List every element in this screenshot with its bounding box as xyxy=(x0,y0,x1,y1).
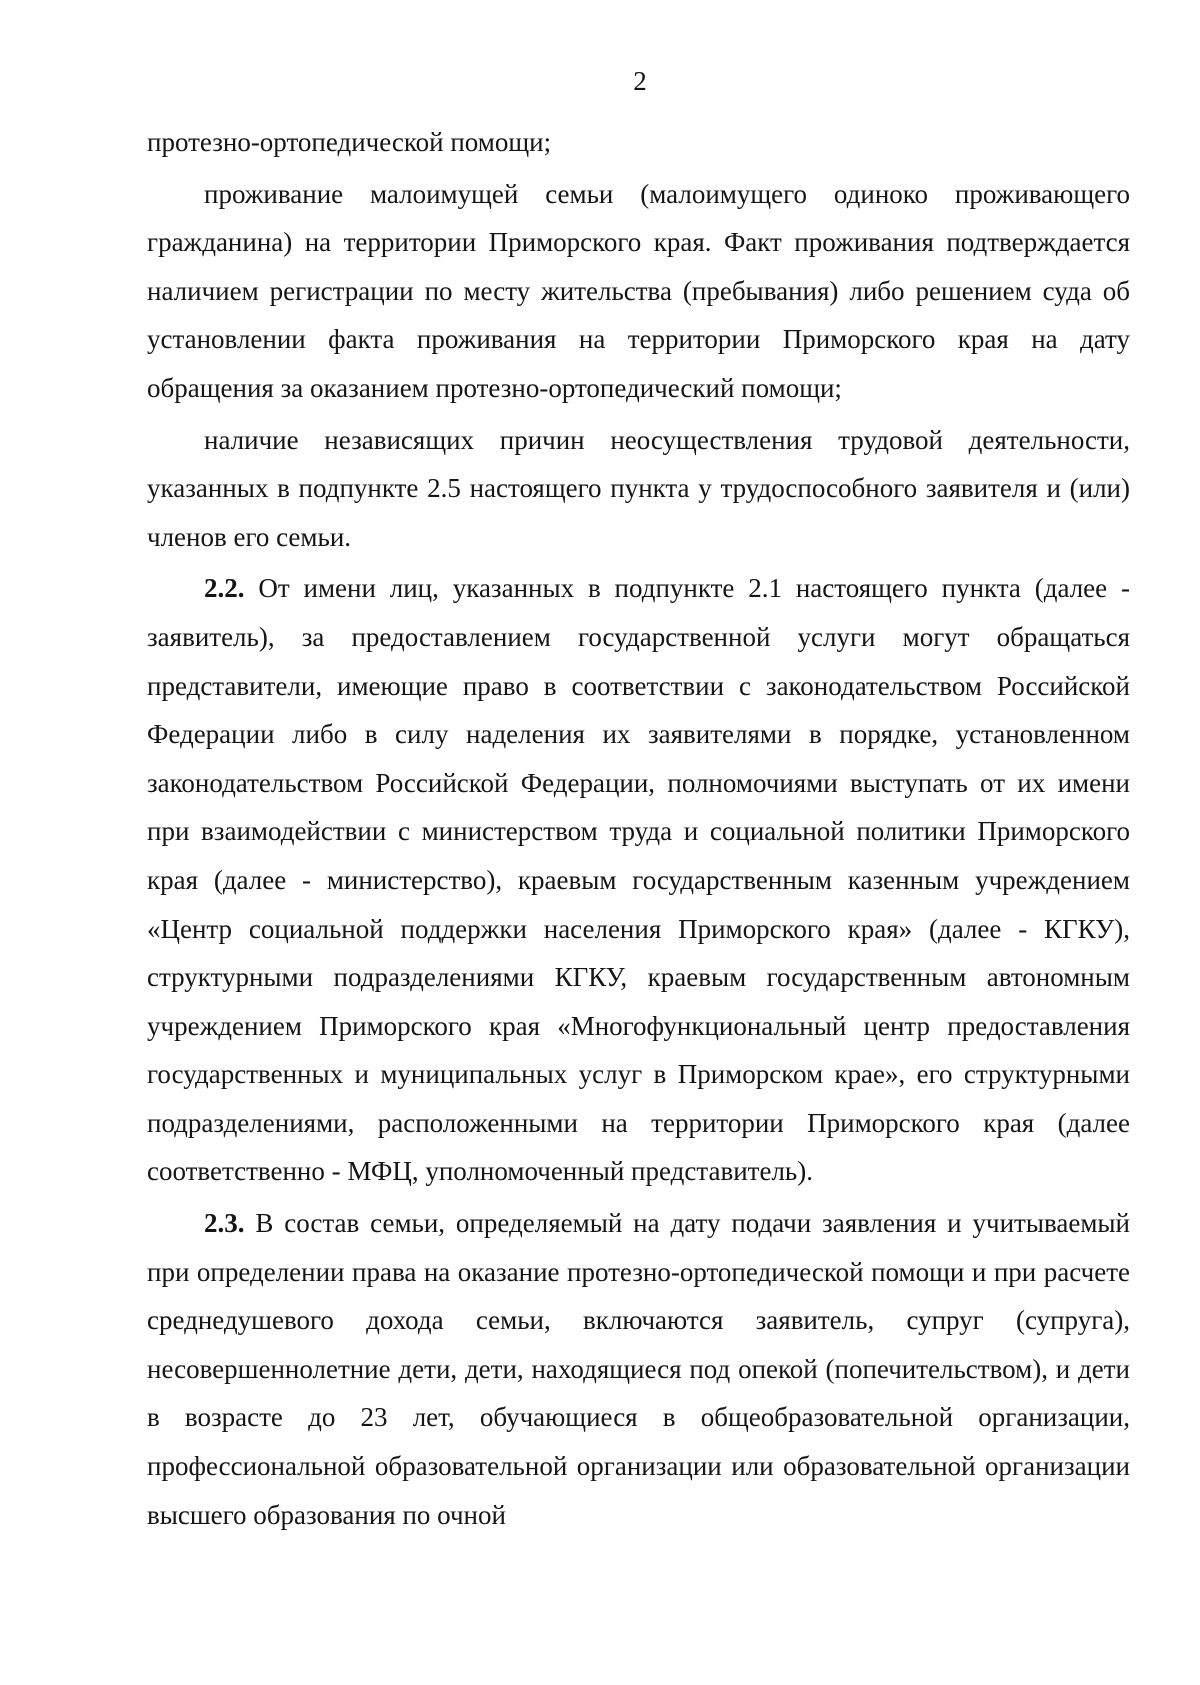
paragraph-number: 2.3. xyxy=(204,1208,245,1239)
document-body xyxy=(147,118,1130,1539)
paragraph-text: От имени лиц, указанных в подпункте 2.1 настоящего пункта (далее - заявитель), за предоставлением государственной услуги могут обращаться представители, имеющие право в соответствии с законодательством Российской Федерации либо в силу наделения их заявителями в порядке, установленном законодательством Российской Федерации, полномочиями выступать от их имени при взаимодействии с министерством труда и социальной политики Приморского края (далее - министерство), краевым государственным казенным учреждением «Центр социальной поддержки населения Приморского края» (далее - КГКУ), структурными подразделениями КГКУ, краевым государственным автономным учреждением Приморского края «Многофункциональный центр предоставления государственных и муниципальных услуг в Приморском крае», его структурными подразделениями, расположенными на территории Приморского края (далее соответственно - МФЦ, уполномоченный представитель). xyxy=(147,573,1130,1187)
paragraph-2-2 xyxy=(147,564,1130,1196)
paragraph-continuation xyxy=(147,118,1130,167)
paragraph-text: В состав семьи, определяемый на дату подачи заявления и учитываемый при определении права на оказание протезно-ортопедической помощи и при расчете среднедушевого дохода семьи, включаются заявитель, супруг (супруга), несовершеннолетние дети, дети, находящиеся под опекой (попечительством), и дети в возрасте до 23 лет, обучающиеся в общеобразовательной организации, профессиональной образовательной организации или образовательной организации высшего образования по очной xyxy=(147,1208,1130,1530)
paragraph-text: протезно-ортопедической помощи; xyxy=(147,127,552,157)
paragraph-number: 2.2. xyxy=(204,573,245,604)
page-number: 2 xyxy=(633,66,647,96)
paragraph-employment-condition xyxy=(147,416,1130,562)
paragraph-text: наличие независящих причин неосуществления трудовой деятельности, указанных в подпункте 2.5 настоящего пункта у трудоспособного заявителя и (или) членов его семьи. xyxy=(147,424,1130,552)
paragraph-text: проживание малоимущей семьи (малоимущего одиноко проживающего гражданина) на территории Приморского края. Факт проживания подтверждается наличием регистрации по месту жительства (пребывания) либо решением суда об установлении факта проживания на территории Приморского края на дату обращения за оказанием протезно-ортопедический помощи; xyxy=(147,178,1130,403)
paragraph-residence-condition xyxy=(147,170,1130,413)
paragraph-2-3 xyxy=(147,1199,1130,1539)
